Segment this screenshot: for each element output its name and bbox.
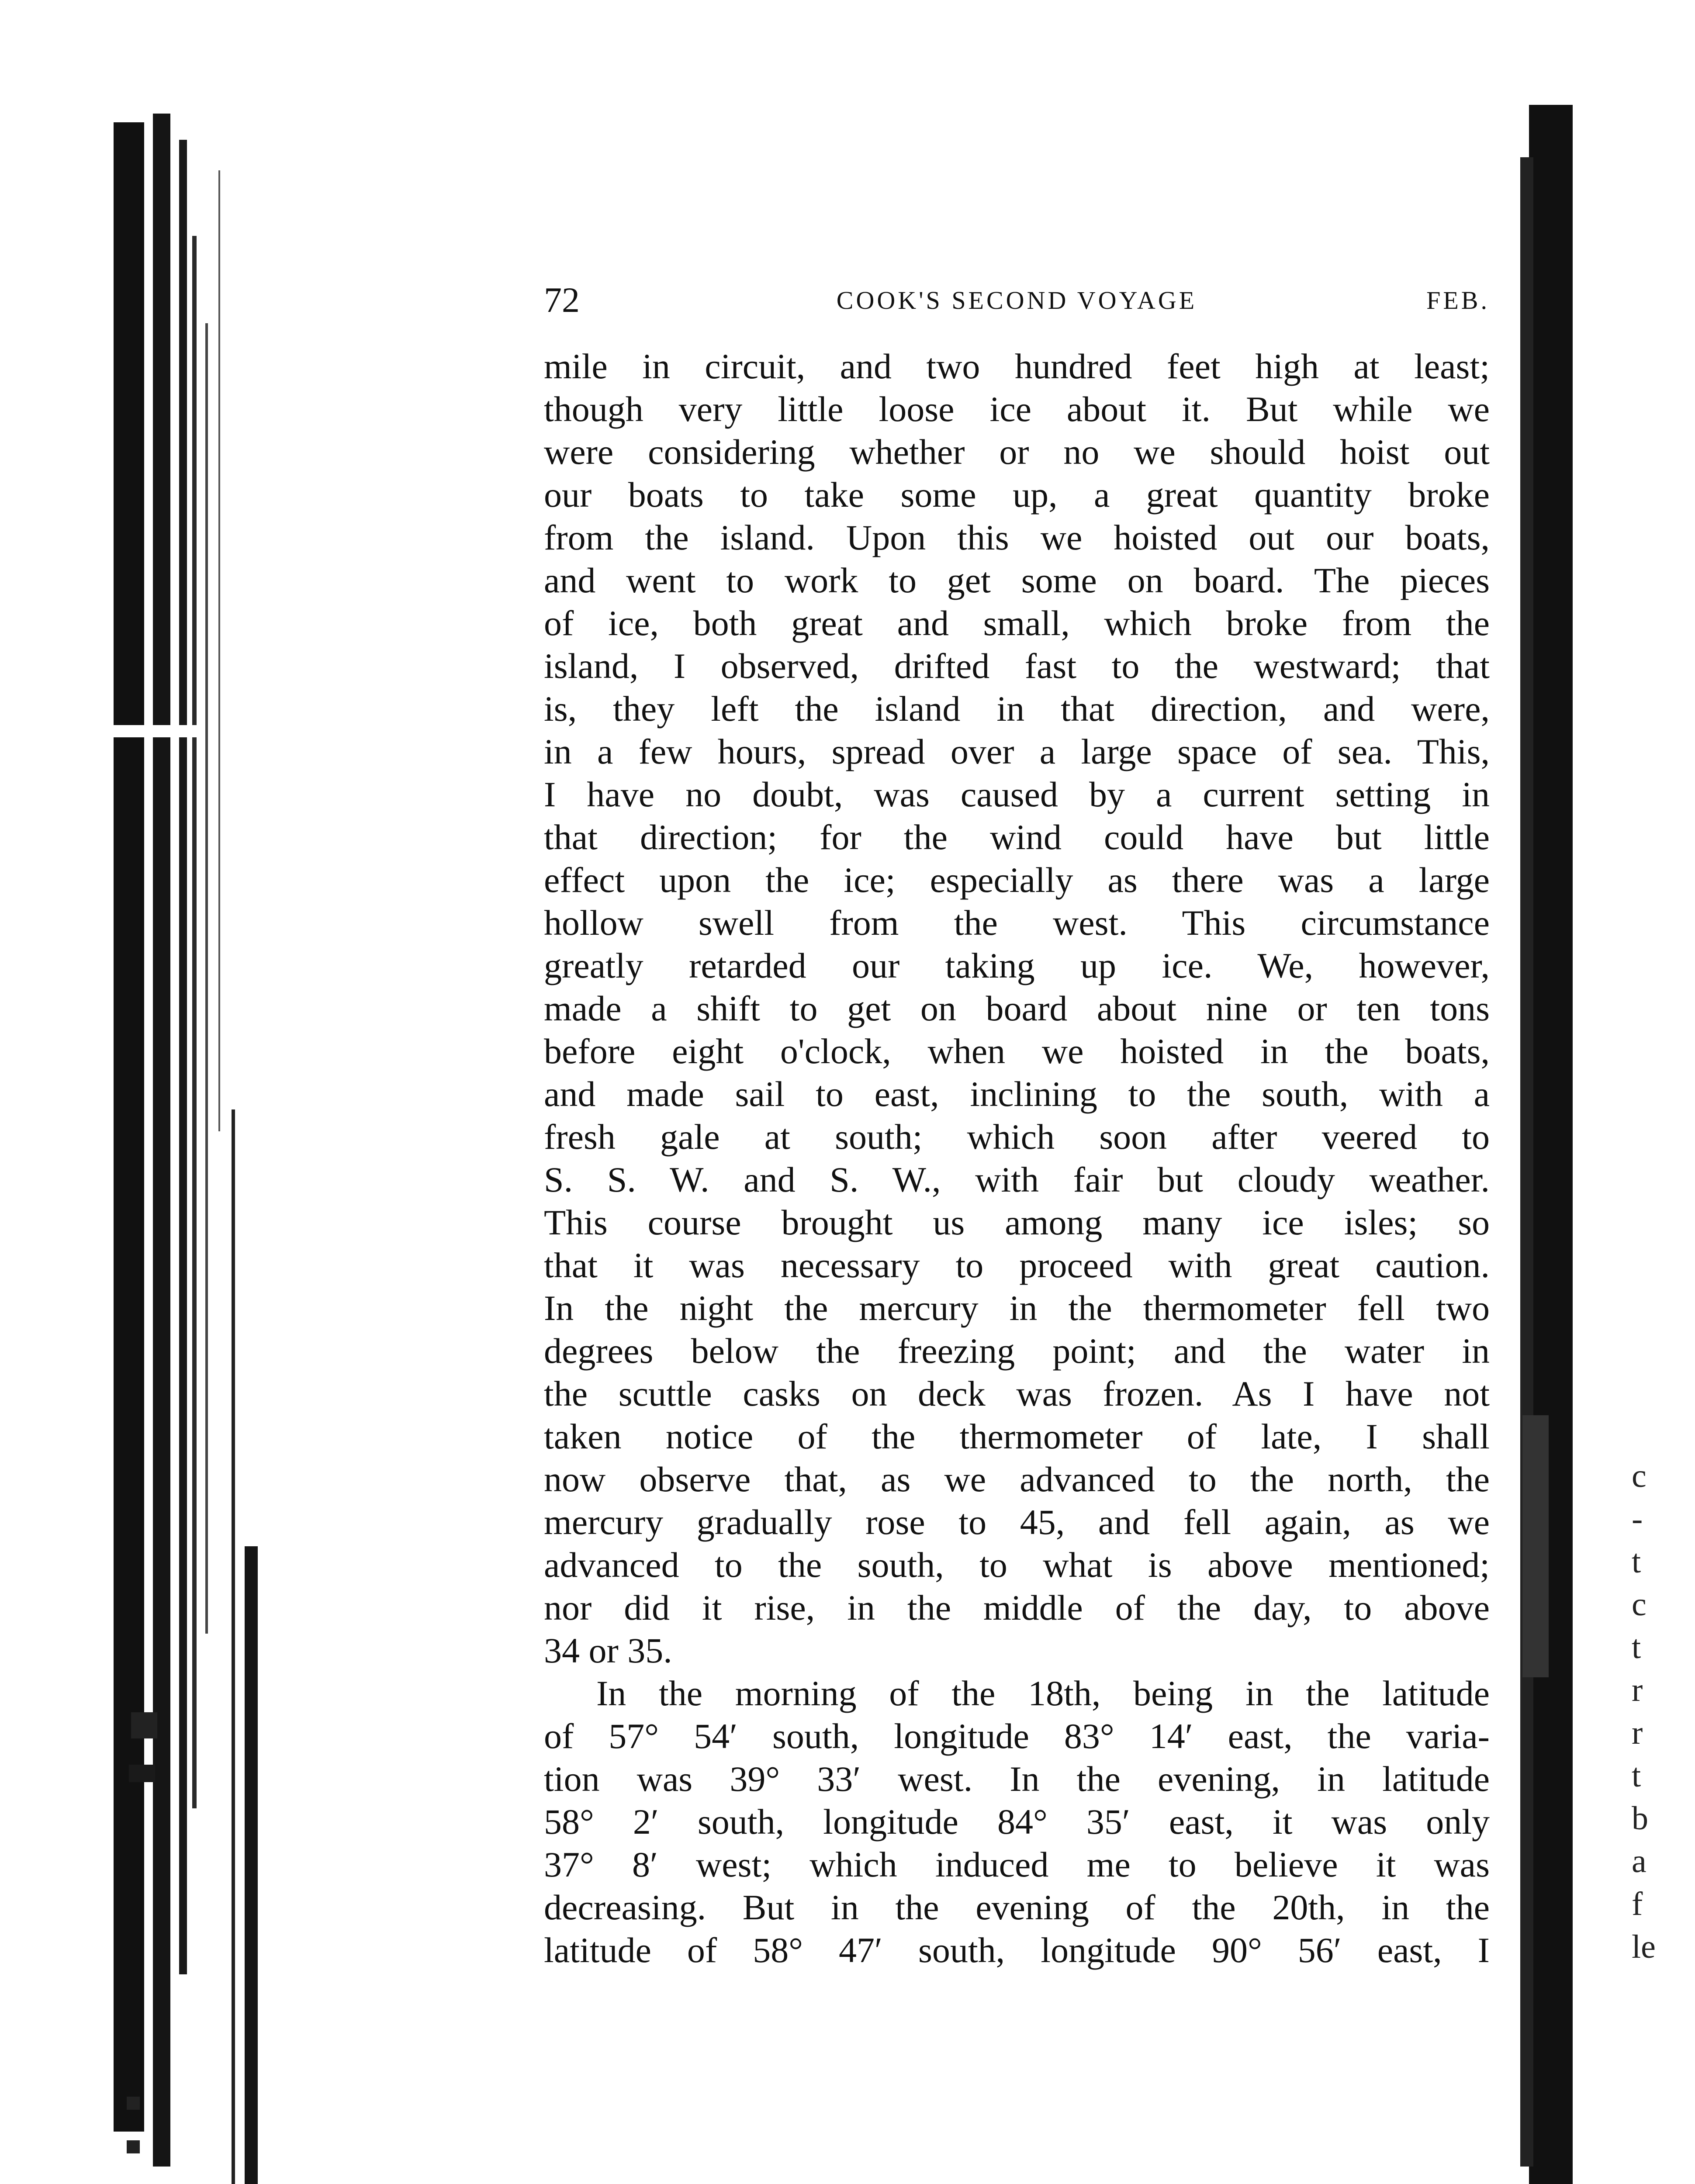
text-line: and went to work to get some on board. The pieces bbox=[544, 560, 1490, 600]
text-line: 58° 2′ south, longitude 84° 35′ east, it was only bbox=[544, 1802, 1490, 1842]
page-number: 72 bbox=[544, 280, 580, 320]
paragraph-1 bbox=[544, 345, 1490, 1672]
text-line: In the night the mercury in the thermometer fell two bbox=[544, 1288, 1490, 1328]
fragment-letter: r bbox=[1632, 1672, 1643, 1708]
text-line: that it was necessary to proceed with great caution. bbox=[544, 1245, 1490, 1285]
text-line: This course brought us among many ice isles; so bbox=[544, 1203, 1490, 1242]
text-line: mile in circuit, and two hundred feet high at least; bbox=[544, 346, 1490, 386]
body-text bbox=[544, 345, 1490, 1972]
text-line: in a few hours, spread over a large space of sea. This, bbox=[544, 732, 1490, 771]
running-head-month: FEB. bbox=[1426, 286, 1490, 314]
text-line: advanced to the south, to what is above mentioned; bbox=[544, 1545, 1490, 1585]
fragment-letter: t bbox=[1632, 1543, 1641, 1580]
text-line: made a shift to get on board about nine or ten tons bbox=[544, 988, 1490, 1028]
text-line: taken notice of the thermometer of late, I shall bbox=[544, 1417, 1490, 1456]
fragment-letter: c bbox=[1632, 1586, 1647, 1623]
paragraph-2 bbox=[544, 1672, 1490, 1972]
fragment-letter: b bbox=[1632, 1800, 1648, 1837]
text-line: now observe that, as we advanced to the north, the bbox=[544, 1459, 1490, 1499]
text-line: hollow swell from the west. This circumstance bbox=[544, 903, 1490, 943]
text-line: our boats to take some up, a great quantity broke bbox=[544, 475, 1490, 515]
fragment-letter: f bbox=[1632, 1886, 1643, 1922]
running-head bbox=[544, 280, 1490, 328]
text-line: is, they left the island in that direction, and were, bbox=[544, 689, 1490, 729]
fragment-letter: c bbox=[1632, 1458, 1647, 1494]
text-line: of 57° 54′ south, longitude 83° 14′ east, the varia- bbox=[544, 1716, 1490, 1756]
fragment-letter: a bbox=[1632, 1843, 1647, 1880]
text-line: from the island. Upon this we hoisted out our boats, bbox=[544, 518, 1490, 557]
text-line: fresh gale at south; which soon after veered to bbox=[544, 1117, 1490, 1157]
text-line: greatly retarded our taking up ice. We, however, bbox=[544, 946, 1490, 985]
text-line: effect upon the ice; especially as there was a large bbox=[544, 860, 1490, 900]
text-line: of ice, both great and small, which broke from the bbox=[544, 603, 1490, 643]
text-line: decreasing. But in the evening of the 20th, in the bbox=[544, 1887, 1490, 1927]
fragment-letter: - bbox=[1632, 1500, 1643, 1537]
fragment-letter: r bbox=[1632, 1714, 1643, 1751]
text-line: though very little loose ice about it. But while we bbox=[544, 389, 1490, 429]
text-line: and made sail to east, inclining to the south, with a bbox=[544, 1074, 1490, 1114]
text-line: were considering whether or no we should hoist out bbox=[544, 432, 1490, 472]
text-line: mercury gradually rose to 45, and fell again, as we bbox=[544, 1502, 1490, 1542]
fragment-letter: t bbox=[1632, 1629, 1641, 1666]
binding-shadow-left bbox=[87, 105, 297, 2184]
text-line: 34 or 35. bbox=[544, 1631, 672, 1670]
facing-page-fragments bbox=[1632, 1455, 1680, 1968]
text-line: 37° 8′ west; which induced me to believe it was bbox=[544, 1845, 1490, 1884]
text-line: I have no doubt, was caused by a current setting in bbox=[544, 774, 1490, 814]
text-line: before eight o'clock, when we hoisted in the boats, bbox=[544, 1031, 1490, 1071]
text-line: latitude of 58° 47′ south, longitude 90° 56′ east, I bbox=[544, 1930, 1490, 1970]
text-line: tion was 39° 33′ west. In the evening, in latitude bbox=[544, 1759, 1490, 1799]
fragment-letter: le bbox=[1632, 1928, 1656, 1965]
running-head-title: COOK'S SECOND VOYAGE bbox=[836, 286, 1197, 314]
text-line: nor did it rise, in the middle of the day, to above bbox=[544, 1588, 1490, 1628]
text-line: island, I observed, drifted fast to the westward; that bbox=[544, 646, 1490, 686]
text-line: that direction; for the wind could have but little bbox=[544, 817, 1490, 857]
text-line: S. S. W. and S. W., with fair but cloudy weather. bbox=[544, 1160, 1490, 1199]
text-line: degrees below the freezing point; and the water in bbox=[544, 1331, 1490, 1371]
text-line: In the morning of the 18th, being in the latitude bbox=[596, 1673, 1490, 1713]
text-line: the scuttle casks on deck was frozen. As I have not bbox=[544, 1374, 1490, 1413]
fragment-letter: t bbox=[1632, 1757, 1641, 1794]
